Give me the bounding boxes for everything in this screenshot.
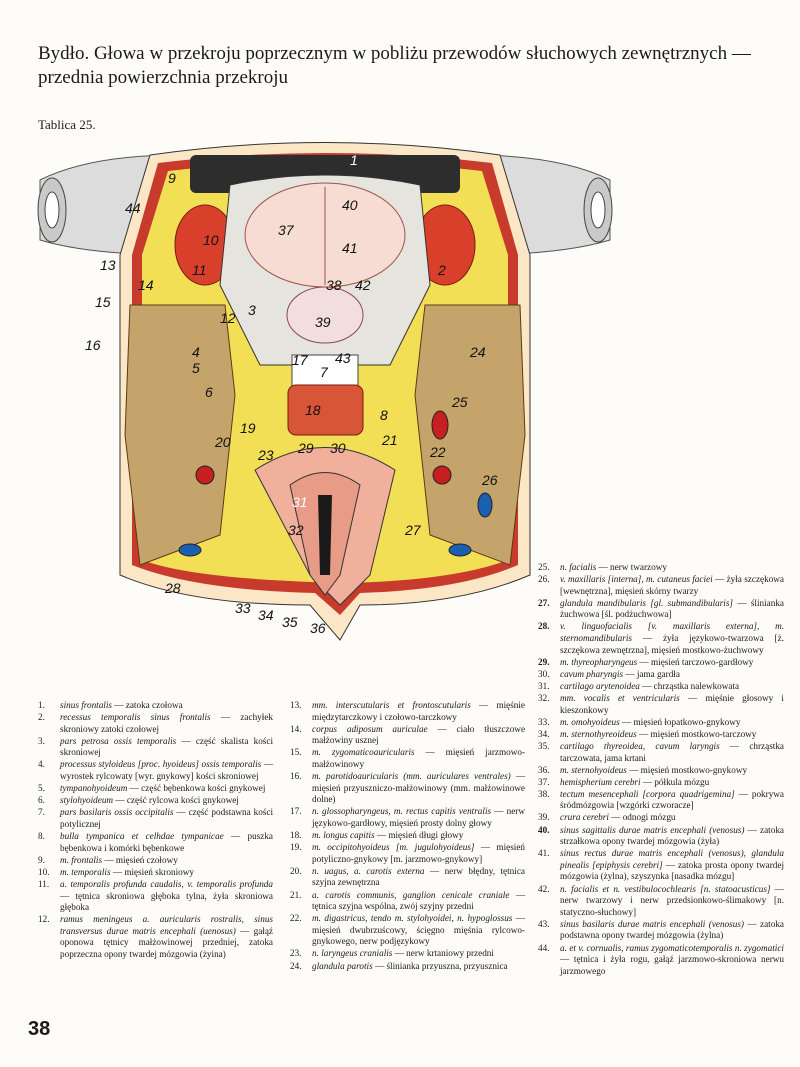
legend-num: 22.	[290, 913, 302, 924]
legend-latin: sinus basilaris durae matris encephali (venosus)	[560, 918, 744, 929]
legend-latin: cartilago arytenoidea	[560, 680, 640, 691]
legend-item: 34. m. sternothyreoideus — mięsień mostkowo-tarczowy	[538, 728, 757, 739]
legend-latin: processus styloideus [proc. hyoideus] ossis temporalis	[60, 759, 262, 770]
legend-item: 23. n. laryngeus cranialis — nerw krtaniowy przedni	[290, 948, 494, 959]
legend-num: 25.	[538, 562, 550, 572]
legend-num: 44.	[538, 942, 550, 953]
legend-polish: tętnica skroniowa głęboka tylna, żyła skroniowa głęboka	[60, 890, 274, 913]
legend-item: 11. a. temporalis profunda caudalis, v. temporalis profunda — tętnica skroniowa głęboka tylna, żyła skroniowa głęboka	[38, 878, 274, 913]
fig-label-24: 24	[470, 344, 486, 360]
legend-item: 42. n. facialis et n. vestibulocochlearis [n. statoacusticus] — nerw twarzowy i nerw przedsionkowo-ślimakowy [n. statyczno-słuchowy]	[538, 883, 784, 917]
legend-column-3	[538, 562, 784, 978]
legend-item: 12. ramus meningeus a. auricularis rostralis, sinus transversus durae matris encephali (uenosus) — gałąź oponowa tętnicy małżowinowej przedniej, zatoka poprzeczna opony twardej mózgowia (żyina)	[38, 914, 273, 959]
legend-num: 35.	[538, 740, 550, 751]
legend-latin: sinus rectus durae matris encephali (venosus), glandula pinealis [epiphysis cerebri]	[560, 848, 784, 870]
legend-num: 21.	[290, 889, 302, 900]
fig-label-17: 17	[292, 352, 308, 368]
legend-num: 26.	[538, 574, 550, 585]
legend-num: 7.	[38, 807, 45, 818]
legend-item: 1. sinus frontalis — zatoka czołowa	[38, 700, 183, 710]
legend-latin: tectum mesencephali [corpora quadrigemina]	[560, 788, 735, 799]
legend-polish: mięsień jarzmowo-małżowinowy	[312, 747, 525, 769]
legend-latin: pars basilaris ossis occipitalis	[60, 807, 174, 818]
legend-item: 14. corpus adiposum auriculae — ciało tłuszczowe małżowiny usznej	[290, 723, 526, 746]
legend-num: 13.	[290, 700, 302, 710]
legend-polish: ślinianka przyuszna, przyusznica	[386, 960, 508, 971]
legend-num: 11.	[38, 878, 50, 889]
legend-item: 43. sinus basilaris durae matris encephali (venosus) — zatoka podstawna opony twardej mózgowia (żylna)	[538, 918, 784, 941]
legend-num: 20.	[290, 865, 302, 876]
legend-latin: n. laryngeus cranialis	[312, 948, 393, 959]
legend-num: 32.	[538, 693, 550, 704]
legend-num: 36.	[538, 764, 550, 775]
legend-polish: chrząstka tarczowata, jama krtani	[560, 740, 784, 763]
fig-label-7: 7	[320, 364, 328, 380]
legend-num: 19.	[290, 842, 302, 853]
legend-item: 32. mm. vocalis et ventricularis — mięśnie głosowy i kieszonkowy	[538, 693, 784, 715]
legend-polish: mięsień potyliczno-gnykowy [m. jarzmowo-gnykowy]	[312, 842, 525, 864]
legend-num: 12.	[38, 914, 50, 925]
legend-item: 30. cavum pharyngis — jama gardła	[538, 668, 680, 679]
legend-latin: pars petrosa ossis temporalis	[60, 735, 177, 746]
fig-label-13: 13	[100, 257, 116, 273]
legend-polish: gałąź oponowa tętnicy małżowinowej przedniej, zatoka poprzeczna opony twardej mózgowia (żyina)	[60, 925, 273, 959]
legend-polish: ślinianka żuchwowa [śl. podżuchwowa]	[560, 597, 784, 620]
legend-num: 3.	[38, 735, 45, 746]
legend-num: 33.	[538, 716, 550, 727]
legend-num: 38.	[538, 788, 550, 799]
legend-item: 13. mm. interscutularis et frontoscutularis — mięśnie międzytarczkowy i czołowo-tarczkowy	[290, 700, 526, 722]
legend-column-2	[290, 700, 525, 973]
legend-polish: nerw językowo-gardłowy, mięsień prosty dolny głowy	[312, 806, 525, 828]
fig-label-6: 6	[205, 384, 213, 400]
fig-label-5: 5	[192, 360, 200, 376]
fig-label-21: 21	[382, 432, 398, 448]
legend-polish: puszka bębenkowa i komórki bębenkowe	[60, 831, 273, 853]
fig-label-2: 2	[438, 262, 446, 278]
legend-polish: półkula mózgu	[654, 776, 710, 787]
legend-polish: mięsień mostkowo-gnykowy	[640, 764, 748, 775]
legend-latin: a. temporalis profunda caudalis, v. temporalis profunda	[60, 878, 273, 889]
legend-polish: żyła szczękowa [wewnętrzna], mięsień skórny twarzy	[560, 574, 784, 596]
fig-label-22: 22	[430, 444, 446, 460]
legend-polish: nerw błędny, tętnica szyjna zewnętrzna	[312, 865, 525, 888]
legend-latin: recessus temporalis sinus frontalis	[60, 712, 211, 723]
legend-latin: m. digastricus, tendo m. stylohyoidei, n. hypoglossus	[312, 913, 513, 924]
legend-polish: mięśnie głosowy i kieszonkowy	[560, 693, 784, 715]
legend-polish: mięsień przyuszniczo-małżowinowy (mm. małżowinowe dolne)	[312, 782, 525, 805]
fig-label-39: 39	[315, 314, 331, 330]
legend-item: 37. hemispherium cerebri — półkula mózgu	[538, 776, 710, 787]
fig-label-35: 35	[282, 614, 298, 630]
legend-item: 7. pars basilaris ossis occipitalis — część podstawna kości potylicznej	[38, 807, 274, 829]
legend-num: 24.	[290, 960, 302, 971]
legend-latin: m. occipitohyoideus [m. jugulohyoideus]	[312, 842, 475, 853]
legend-num: 34.	[538, 728, 550, 739]
legend-num: 31.	[538, 680, 550, 691]
fig-label-37: 37	[278, 222, 294, 238]
legend-polish: mięsień łopatkowo-gnykowy	[633, 716, 741, 727]
legend-polish: jama gardła	[636, 668, 680, 679]
legend-polish: mięsień mostkowo-tarczowy	[650, 728, 757, 739]
legend-item: 17. n. glossopharyngeus, m. rectus capitis ventralis — nerw językowo-gardłowy, mięsień prosty dolny głowy	[290, 806, 525, 828]
legend-item: 28. v. linguofacialis [v. maxillaris externa], m. sternomandibularis — żyła językowo-twarzowa [ż. szczękowa zewnętrzna], mięsień mostkowo-żuchwowy	[538, 621, 784, 655]
legend-latin: m. longus capitis	[312, 830, 375, 841]
legend-latin: glandula mandibularis [gl. submandibularis]	[560, 597, 733, 608]
legend-latin: n. facialis	[560, 562, 597, 572]
legend-num: 14.	[290, 723, 302, 734]
legend-num: 6.	[38, 795, 45, 806]
fig-label-15: 15	[95, 294, 111, 310]
legend-num: 27.	[538, 597, 550, 608]
legend-item: 4. processus styloideus [proc. hyoideus] ossis temporalis — wyrostek rylcowaty [wyr. gnykowy] kości skroniowej	[38, 759, 273, 782]
legend-num: 16.	[290, 771, 302, 782]
legend-polish: zatoka prosta opony twardej mózgowia (żylna), szyszynka [nasadka mózgu]	[560, 859, 784, 882]
legend-latin: a. et v. cornualis, ramus zygomaticotemporalis n. zygomatici	[560, 942, 784, 953]
legend-num: 29.	[538, 656, 550, 667]
legend-polish: część podstawna kości potylicznej	[60, 807, 274, 829]
longus-capitis	[288, 385, 363, 435]
legend-latin: v. maxillaris [interna], m. cutaneus faciei	[560, 574, 713, 585]
page-number: 38	[28, 1018, 51, 1040]
legend-num: 37.	[538, 776, 550, 787]
fig-label-36: 36	[310, 620, 326, 636]
legend-polish: mięsień czołowy	[115, 854, 178, 865]
legend-item: 36. m. sternohyoideus — mięsień mostkowo-gnykowy	[538, 764, 748, 775]
legend-num: 41.	[538, 848, 550, 859]
legend-num: 18.	[290, 830, 302, 841]
legend-polish: mięsień tarczowo-gardłowy	[651, 656, 754, 667]
legend-latin: m. omohyoideus	[560, 716, 620, 727]
legend-latin: mm. interscutularis et frontoscutularis	[312, 700, 471, 710]
legend-polish: część bębenkowa kości gnykowej	[141, 783, 266, 794]
legend-latin: glandula parotis	[312, 960, 373, 971]
fig-label-38: 38	[326, 277, 342, 293]
fig-label-30: 30	[330, 440, 346, 456]
legend-item: 24. glandula parotis — ślinianka przyuszna, przyusznica	[290, 960, 508, 971]
legend-item: 6. stylohyoideum — część rylcowa kości gnykowej	[38, 795, 239, 806]
legend-polish: chrząstka nalewkowata	[653, 680, 740, 691]
fig-label-23: 23	[258, 447, 274, 463]
fig-label-25: 25	[452, 394, 468, 410]
fig-label-20: 20	[215, 434, 231, 450]
legend-item: 25. n. facialis — nerw twarzowy	[538, 562, 667, 572]
legend-latin: hemispherium cerebri	[560, 776, 641, 787]
fig-label-11: 11	[192, 262, 207, 278]
legend-column-1	[38, 700, 273, 961]
legend-polish: mięśnie międzytarczkowy i czołowo-tarczkowy	[312, 700, 526, 722]
legend-item: 8. bulla tympanica et celhdae tympanicae — puszka bębenkowa i komórki bębenkowe	[38, 831, 273, 853]
legend-latin: crura cerebri	[560, 812, 609, 823]
legend-latin: m. zygomaticoauricularis	[312, 747, 415, 758]
legend-item: 18. m. longus capitis — mięsień długi głowy	[290, 830, 464, 841]
fig-label-31: 31	[292, 494, 308, 510]
legend-latin: m. thyreopharyngeus	[560, 656, 638, 667]
legend-item: 16. m. parotidoauricularis (mm. auriculares ventrales) — mięsień przyuszniczo-małżowinowy (mm. małżowinowe dolne)	[290, 771, 526, 805]
legend-latin: corpus adiposum auriculae	[312, 723, 428, 734]
legend-latin: m. temporalis	[60, 866, 111, 877]
legend-num: 17.	[290, 806, 302, 817]
legend-item: 33. m. omohyoideus — mięsień łopatkowo-gnykowy	[538, 716, 741, 727]
legend-latin: m. sternothyreoideus	[560, 728, 637, 739]
legend-num: 30.	[538, 668, 550, 679]
legend-latin: sinus sagittalis durae matris encephali (venosus)	[560, 824, 745, 835]
legend-polish: zatoka podstawna opony twardej mózgowia (żylna)	[560, 918, 784, 941]
legend-num: 23.	[290, 948, 302, 959]
legend-polish: część skalista kości skroniowej	[60, 735, 273, 758]
fig-label-28: 28	[165, 580, 181, 596]
fig-label-26: 26	[482, 472, 498, 488]
legend-item: 26. v. maxillaris [interna], m. cutaneus faciei — żyła szczękowa [wewnętrzna], mięsień skórny twarzy	[538, 574, 784, 596]
legend-num: 5.	[38, 783, 45, 794]
legend-polish: nerw twarzowy i nerw przedsionkowo-ślimakowy [n. statyczno-słuchowy]	[560, 895, 784, 917]
fig-label-10: 10	[203, 232, 219, 248]
legend-item: 20. n. uagus, a. carotis externa — nerw błędny, tętnica szyjna zewnętrzna	[290, 865, 525, 888]
legend-latin: m. sternohyoideus	[560, 764, 627, 775]
legend-num: 43.	[538, 918, 550, 929]
fig-label-4: 4	[192, 344, 200, 360]
fig-label-34: 34	[258, 607, 274, 623]
legend-item: 35. cartilago thyreoidea, cavum laryngis — chrząstka tarczowata, jama krtani	[538, 740, 784, 763]
legend-item: 15. m. zygomaticoauricularis — mięsień jarzmowo-małżowinowy	[290, 747, 525, 769]
legend-polish: żyła językowo-twarzowa [ż. szczękowa zewnętrzna], mięsień mostkowo-żuchwowy	[560, 633, 784, 655]
legend-num: 28.	[538, 621, 550, 632]
legend-item: 5. tympanohyoideum — część bębenkowa kości gnykowej	[38, 783, 266, 794]
legend-item: 41. sinus rectus durae matris encephali (venosus), glandula pinealis [epiphysis cerebri] — zatoka prosta opony twardej mózgowia (żylna), szyszynka [nasadka mózgu]	[538, 848, 784, 882]
page-title: Bydło. Głowa w przekroju poprzecznym w pobliżu przewodów słuchowych zewnętrznych — przednia powierzchnia przekroju	[38, 43, 751, 88]
legend-polish: zachyłek skroniowy zatoki czołowej	[60, 712, 273, 734]
legend-polish: odnogi mózgu	[622, 812, 676, 823]
legend-polish: zatoka czołowa	[125, 700, 183, 710]
fig-label-44: 44	[125, 200, 141, 216]
fig-label-43: 43	[335, 350, 351, 366]
legend-latin: m. frontalis	[60, 854, 103, 865]
fig-label-33: 33	[235, 600, 251, 616]
legend-polish: tętnica i żyła rogu, gałąź jarzmowo-skroniowa nerwu jarzmowego	[560, 954, 784, 976]
legend-item: 31. cartilago arytenoidea — chrząstka nalewkowata	[538, 680, 740, 691]
plate-label: Tablica 25.	[38, 117, 96, 132]
fig-label-32: 32	[288, 522, 304, 538]
legend-item: 9. m. frontalis — mięsień czołowy	[38, 854, 178, 865]
legend-latin: cartilago thyreoidea, cavum laryngis	[560, 740, 720, 751]
legend-num: 42.	[538, 883, 550, 894]
legend-latin: sinus frontalis	[60, 700, 112, 710]
legend-polish: mięsień skroniowy	[124, 866, 194, 877]
fig-label-16: 16	[85, 337, 101, 353]
fig-label-42: 42	[355, 277, 371, 293]
legend-polish: pokrywa śródmózgowia [wzgórki czworacze]	[560, 788, 785, 811]
legend-num: 10.	[38, 866, 50, 877]
fig-label-27: 27	[405, 522, 421, 538]
legend-item: 22. m. digastricus, tendo m. stylohyoidei, n. hypoglossus — mięsień dwubrzuścowy, ścięgno mięśnia rylcowo-gnykowego, nerw podjęzykowy	[290, 913, 525, 947]
legend-num: 39.	[538, 812, 550, 823]
legend-item: 3. pars petrosa ossis temporalis — część skalista kości skroniowej	[38, 735, 273, 758]
legend-num: 4.	[38, 759, 45, 770]
legend-latin: n. glossopharyngeus, m. rectus capitis ventralis	[312, 806, 492, 817]
legend-num: 8.	[38, 831, 45, 842]
legend-item: 40. sinus sagittalis durae matris encephali (venosus) — zatoka strzałkowa opony twardej mózgowia (żyła)	[538, 824, 784, 847]
fig-label-41: 41	[342, 240, 358, 256]
anatomical-cross-section-figure	[30, 135, 620, 650]
legend-item: 27. glandula mandibularis [gl. submandibularis] — ślinianka żuchwowa [śl. podżuchwowa]	[538, 597, 784, 620]
fig-label-9: 9	[168, 170, 176, 186]
legend-latin: ramus meningeus a. auricularis rostralis, sinus transversus durae matris encephali (uenosus)	[60, 914, 273, 936]
legend-polish: wyrostek rylcowaty [wyr. gnykowy] kości skroniowej	[60, 771, 259, 782]
legend-polish: część rylcowa kości gnykowej	[126, 795, 239, 806]
fig-label-40: 40	[342, 197, 358, 213]
legend-num: 9.	[38, 854, 45, 865]
fig-label-12: 12	[220, 310, 236, 326]
fig-label-1: 1	[350, 152, 358, 168]
legend-latin: v. linguofacialis [v. maxillaris externa], m. sternomandibularis	[560, 621, 784, 644]
fig-label-18: 18	[305, 402, 321, 418]
fig-label-29: 29	[298, 440, 314, 456]
legend-item: 19. m. occipitohyoideus [m. jugulohyoideus] — mięsień potyliczno-gnykowy [m. jarzmowo-gnykowy]	[290, 842, 525, 864]
legend-latin: bulla tympanica et celhdae tympanicae	[60, 831, 224, 842]
legend-num: 2.	[38, 712, 45, 723]
legend-polish: tętnica szyjna wspólna, zwój szyjny przedni	[312, 901, 474, 912]
fig-label-14: 14	[138, 277, 154, 293]
legend-latin: n. uagus, a. carotis externa	[312, 865, 425, 876]
legend-latin: tympanohyoideum	[60, 783, 128, 794]
legend-item: 38. tectum mesencephali [corpora quadrigemina] — pokrywa śródmózgowia [wzgórki czworacze]	[538, 788, 785, 811]
legend-latin: m. parotidoauricularis (mm. auriculares ventrales)	[312, 771, 511, 782]
legend-num: 1.	[38, 700, 45, 710]
legend-polish: mięsień długi głowy	[388, 830, 464, 841]
legend-polish: nerw krtaniowy przedni	[406, 948, 494, 959]
legend-latin: a. carotis communis, ganglion cenicale craniale	[312, 889, 510, 900]
legend-item: 21. a. carotis communis, ganglion cenicale craniale — tętnica szyjna wspólna, zwój szyjny przedni	[290, 889, 526, 912]
legend-polish: nerw twarzowy	[610, 562, 667, 572]
legend-item: 29. m. thyreopharyngeus — mięsień tarczowo-gardłowy	[538, 656, 754, 667]
legend-latin: cavum pharyngis	[560, 668, 624, 679]
legend-item: 39. crura cerebri — odnogi mózgu	[538, 812, 676, 823]
legend-latin: n. facialis et n. vestibulocochlearis [n. statoacusticus]	[560, 883, 771, 894]
legend-num: 40.	[538, 824, 550, 835]
legend-latin: stylohyoideum	[60, 795, 114, 806]
fig-label-8: 8	[380, 407, 388, 423]
fig-label-19: 19	[240, 420, 256, 436]
legend-num: 15.	[290, 747, 302, 758]
legend-polish: mięsień dwubrzuścowy, ścięgno mięśnia rylcowo-gnykowego, nerw podjęzykowy	[312, 924, 525, 947]
legend-polish: zatoka strzałkowa opony twardej mózgowia (żyła)	[560, 824, 784, 847]
legend-item: 2. recessus temporalis sinus frontalis — zachyłek skroniowy zatoki czołowej	[38, 712, 273, 734]
legend-latin: mm. vocalis et ventricularis	[560, 693, 680, 704]
legend-item: 44. a. et v. cornualis, ramus zygomaticotemporalis n. zygomatici — tętnica i żyła rogu, gałąź jarzmowo-skroniowa nerwu jarzmowego	[538, 942, 784, 976]
fig-label-3: 3	[248, 302, 256, 318]
legend-polish: ciało tłuszczowe małżowiny usznej	[312, 723, 526, 746]
legend-item: 10. m. temporalis — mięsień skroniowy	[38, 866, 194, 877]
